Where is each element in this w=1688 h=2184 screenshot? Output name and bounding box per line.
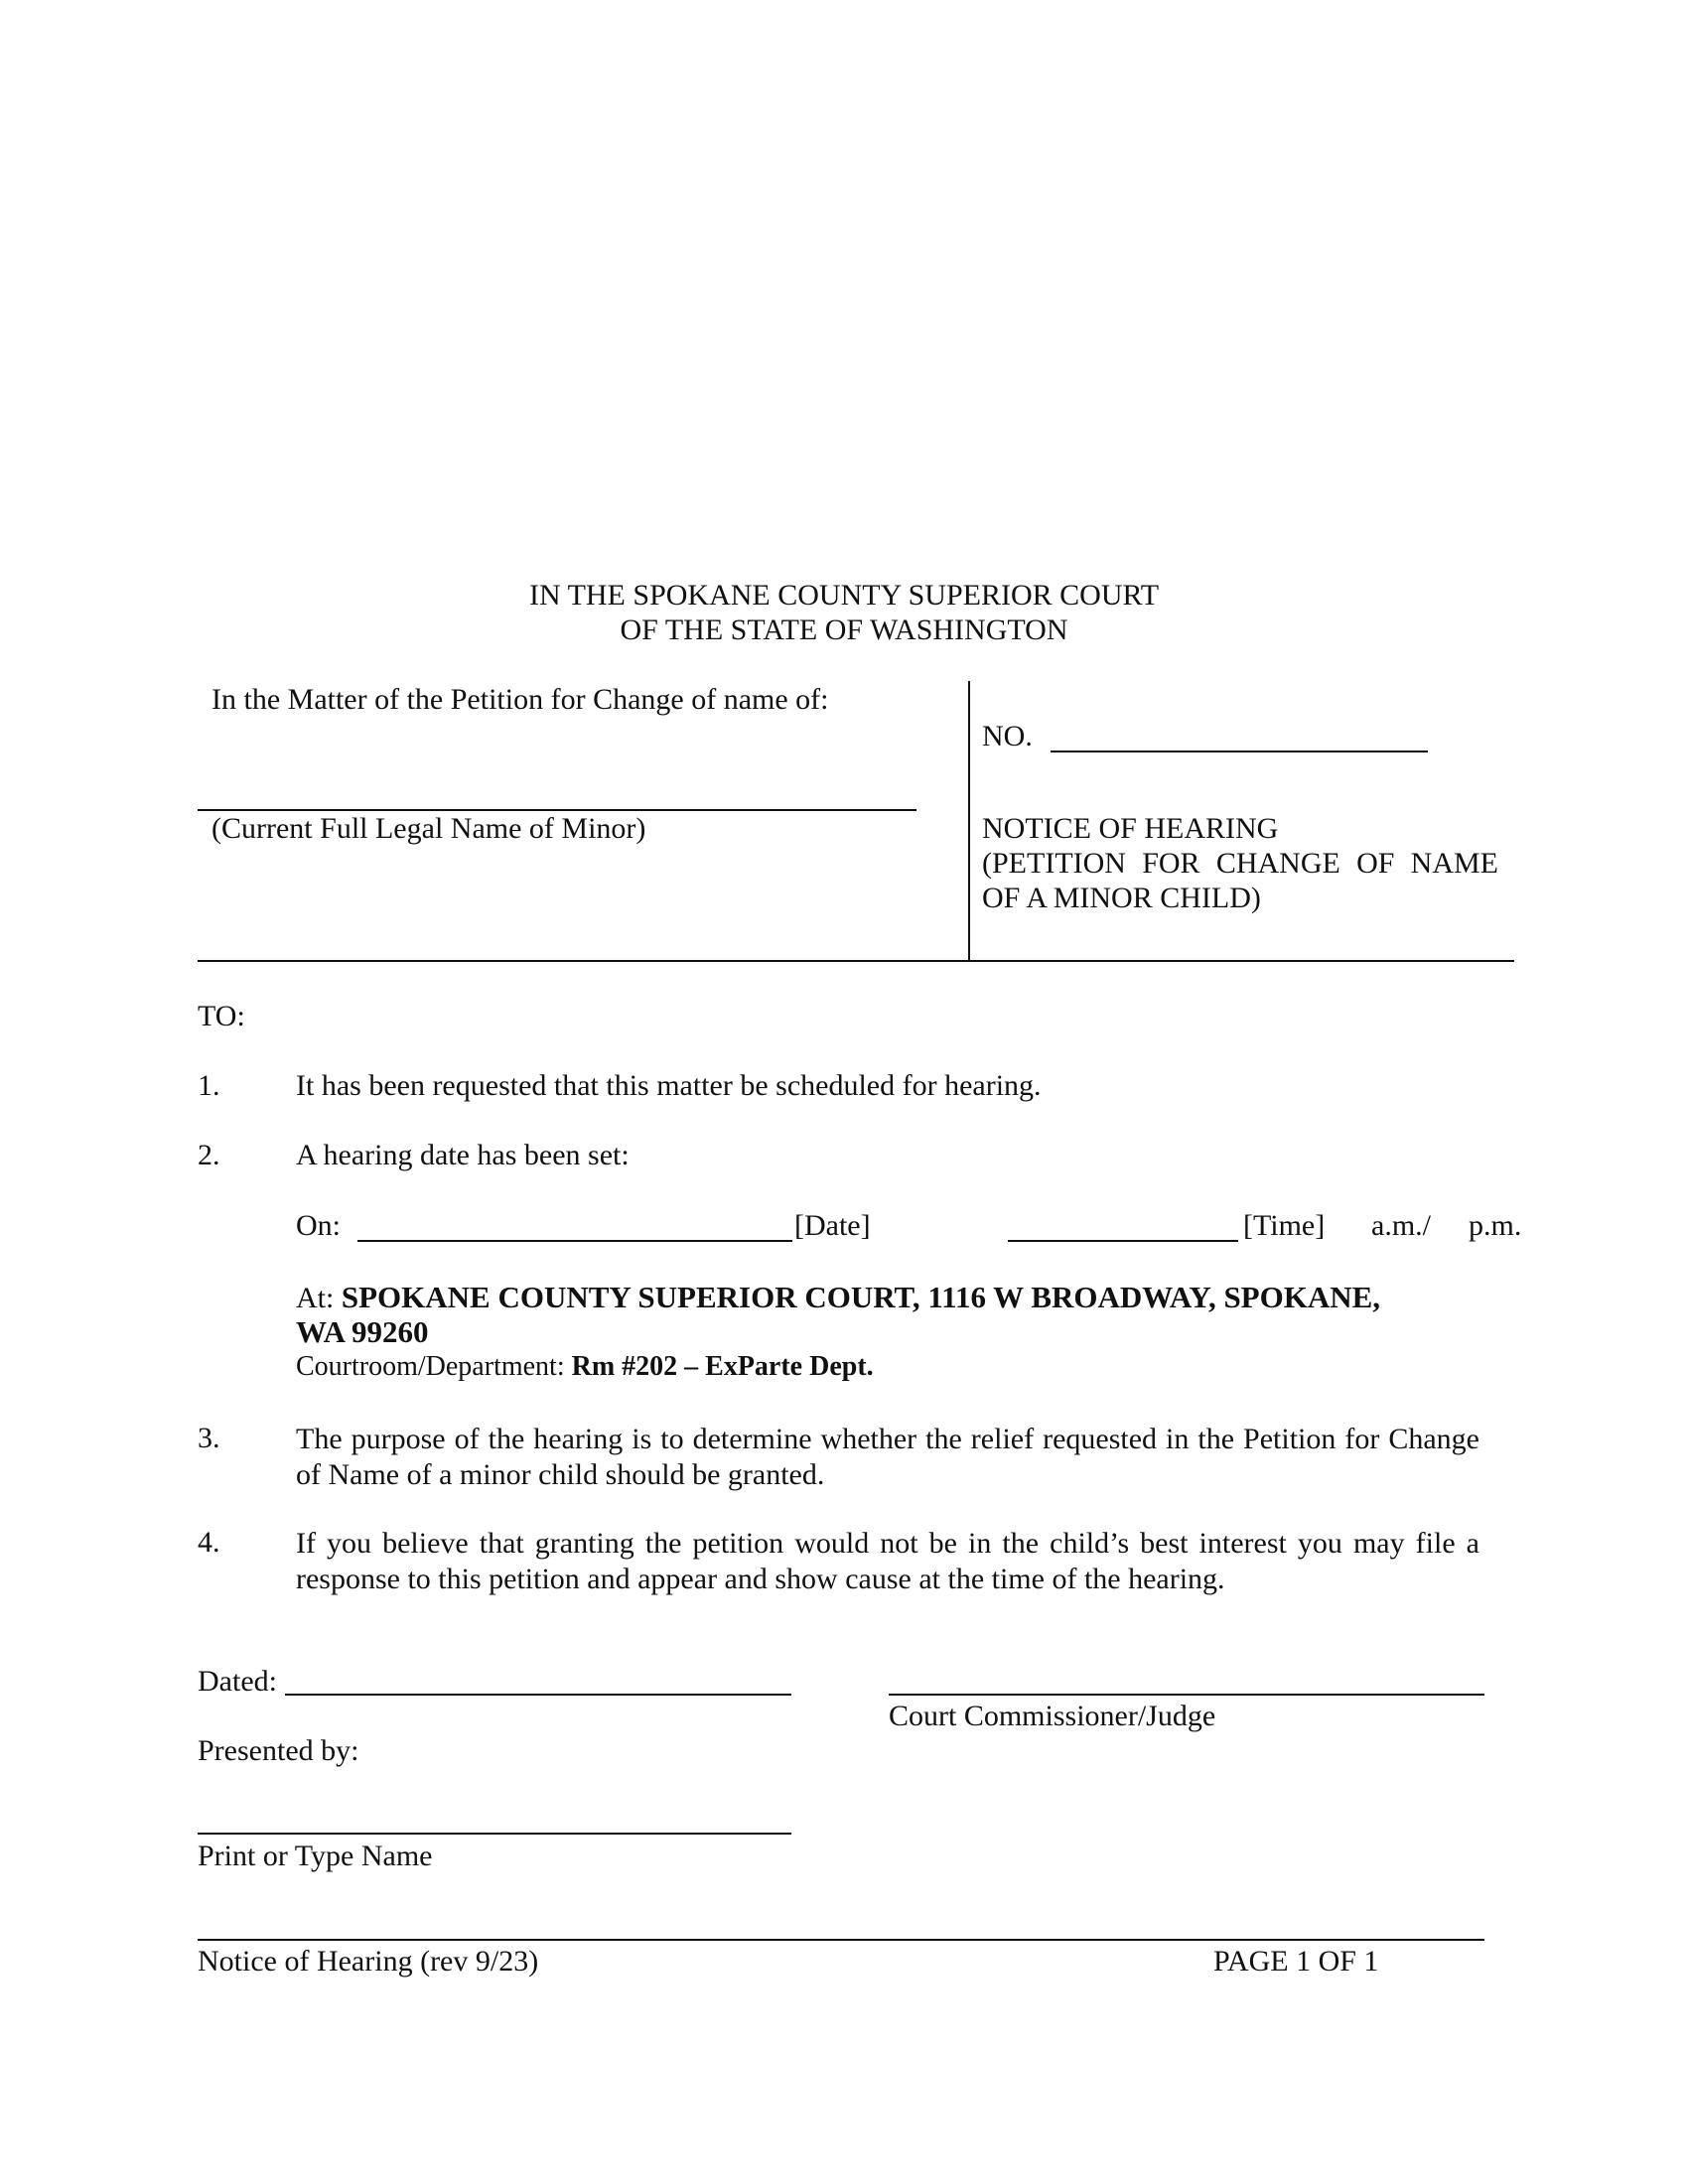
item-1-number: 1.	[198, 1069, 220, 1102]
location-line1	[296, 1280, 1380, 1315]
at-label: At:	[296, 1282, 335, 1314]
case-no-label: NO.	[982, 720, 1033, 752]
am-label[interactable]: a.m./	[1371, 1209, 1431, 1242]
date-label: [Date]	[794, 1209, 871, 1242]
court-name-line2: OF THE STATE OF WASHINGTON	[620, 614, 1068, 646]
minor-name-label: (Current Full Legal Name of Minor)	[211, 812, 646, 845]
on-label: On:	[296, 1209, 341, 1242]
presented-by-label: Presented by:	[198, 1734, 359, 1767]
item-4-text: If you believe that granting the petition would not be in the child’s best interest you may file a response to this petition and appear and show cause at the time of the hearing.	[296, 1527, 1479, 1595]
matter-text: In the Matter of the Petition for Change of name of:	[211, 683, 829, 716]
item-4-number: 4.	[198, 1526, 220, 1559]
court-address: SPOKANE COUNTY SUPERIOR COURT, 1116 W BROADWAY, SPOKANE,	[341, 1280, 1381, 1314]
hearing-time-line[interactable]	[1008, 1240, 1238, 1242]
item-3-number: 3.	[198, 1422, 220, 1454]
doc-title-line1: NOTICE OF HEARING	[982, 812, 1279, 845]
item-1-text: It has been requested that this matter be scheduled for hearing.	[296, 1069, 1042, 1102]
court-address-line2: WA 99260	[296, 1314, 429, 1349]
court-name-line1: IN THE SPOKANE COUNTY SUPERIOR COURT	[528, 579, 1160, 612]
item-3-text: The purpose of the hearing is to determine whether the relief requested in the Petition for Change of Name of a minor child should be granted.	[296, 1423, 1479, 1491]
judge-signature-line[interactable]	[889, 1694, 1484, 1696]
case-number-line[interactable]	[1051, 751, 1428, 752]
print-name-label: Print or Type Name	[198, 1840, 433, 1872]
courtroom-line	[296, 1351, 874, 1383]
judge-label: Court Commissioner/Judge	[889, 1700, 1216, 1732]
presenter-name-line[interactable]	[198, 1833, 791, 1835]
item-2-text: A hearing date has been set:	[296, 1139, 630, 1171]
dated-label: Dated:	[198, 1665, 277, 1698]
hearing-date-line[interactable]	[357, 1240, 792, 1242]
doc-title-line3: OF A MINOR CHILD)	[982, 882, 1261, 914]
item-2-number: 2.	[198, 1139, 220, 1171]
pm-label[interactable]: p.m.	[1469, 1209, 1522, 1242]
minor-name-line[interactable]	[198, 809, 916, 811]
footer-form-name: Notice of Hearing (rev 9/23)	[198, 1945, 539, 1978]
footer-page-number: PAGE 1 OF 1	[1213, 1945, 1379, 1978]
to-label: TO:	[198, 1000, 245, 1032]
time-label: [Time]	[1243, 1209, 1326, 1242]
caption-bottom-rule	[198, 960, 1514, 962]
footer-rule	[198, 1939, 1484, 1941]
courtroom-label: Courtroom/Department:	[296, 1351, 565, 1382]
caption-divider	[968, 681, 970, 961]
dated-line[interactable]	[285, 1694, 791, 1696]
courtroom-value: Rm #202 – ExParte Dept.	[571, 1351, 874, 1382]
doc-title-line2: (PETITION FOR CHANGE OF NAME	[982, 847, 1498, 880]
